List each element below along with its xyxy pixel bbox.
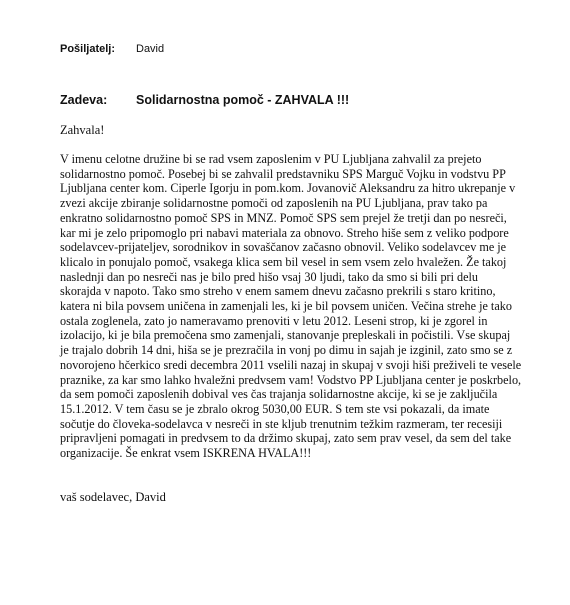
subject-row <box>60 92 349 108</box>
letter-greeting: Zahvala! <box>60 123 105 137</box>
letter-signoff: vaš sodelavec, David <box>60 490 166 504</box>
subject-text: Solidarnostna pomoč - ZAHVALA !!! <box>136 93 350 107</box>
sender-label: Pošiljatelj: <box>60 43 116 55</box>
letter-body: V imenu celotne družine bi se rad vsem zaposlenim v PU Ljubljana zahvalil za prejeto solidarnostno pomoč. Posebej bi se zahvalil predstavniku SPS Marguč Vojku in vodstvu PP Ljubljana center kom. Ciperle Igorju in pom.kom. Jovanovič Aleksandru za hitro ukrepanje v zvezi akcije zbiranje solidarnostne pomoči od zaposlenih na PU Ljubljana, prav tako pa enkratno solidarnostno pomoč SPS in MNZ. Pomoč SPS sem prejel že tretji dan po nesreči, kar mi je zelo pripomoglo pri nabavi materiala za obnovo. Streho hiše sem z veliko podpore sodelavcev-prijateljev, sorodnikov in sovaščanov začasno obnovil. Veliko sodelavcev me je klicalo in ponujalo pomoč, vsakega klica sem bil vesel in sem vsem zelo hvaležen. Že takoj naslednji dan po nesreči nas je bilo pred hišo vsaj 30 ljudi, tako da smo si bili pri delu skorajda v napoto. Tako smo streho v enem samem dnevu začasno prekrili s staro kritino, katera ni bila povsem uničena in zamenjali les, ki je bil povsem uničen. Večina strehe je tako ostala zoglenela, zato jo nameravamo prenoviti v letu 2012. Leseni strop, ki je zgorel in izolacijo, ki je bila premočena smo zamenjali, stanovanje prepleskali in počistili. Vse skupaj je trajalo dobrih 14 dni, hiša se je prezračila in vonj po dimu in sajah je izginil, zato smo se z novorojeno hčerkico sredi decembra 2011 vselili nazaj in skupaj v svoji hiši preživeli te vesele praznike, za kar smo lahko hvaležni predvsem vam! Vodstvo PP Ljubljana center je poskrbelo, da sem pomoči zaposlenih dobival ves čas trajanja solidarnostne akcije, ki se je zaključila 15.1.2012. V tem času se je zbralo okrog 5030,00 EUR. S tem ste vsi pokazali, da imate sočutje do človeka-sodelavca v nesreči in ste kljub trenutnim težkim razmeram, ter recesiji pripravljeni pomagati in predvsem to da držimo skupaj, zato sem prav vesel, da sem del take organizacije. Še enkrat vsem ISKRENA HVALA!!! <box>60 152 522 461</box>
sender-name: David <box>136 43 165 55</box>
sender-row <box>60 42 164 56</box>
subject-label: Zadeva: <box>60 93 108 107</box>
